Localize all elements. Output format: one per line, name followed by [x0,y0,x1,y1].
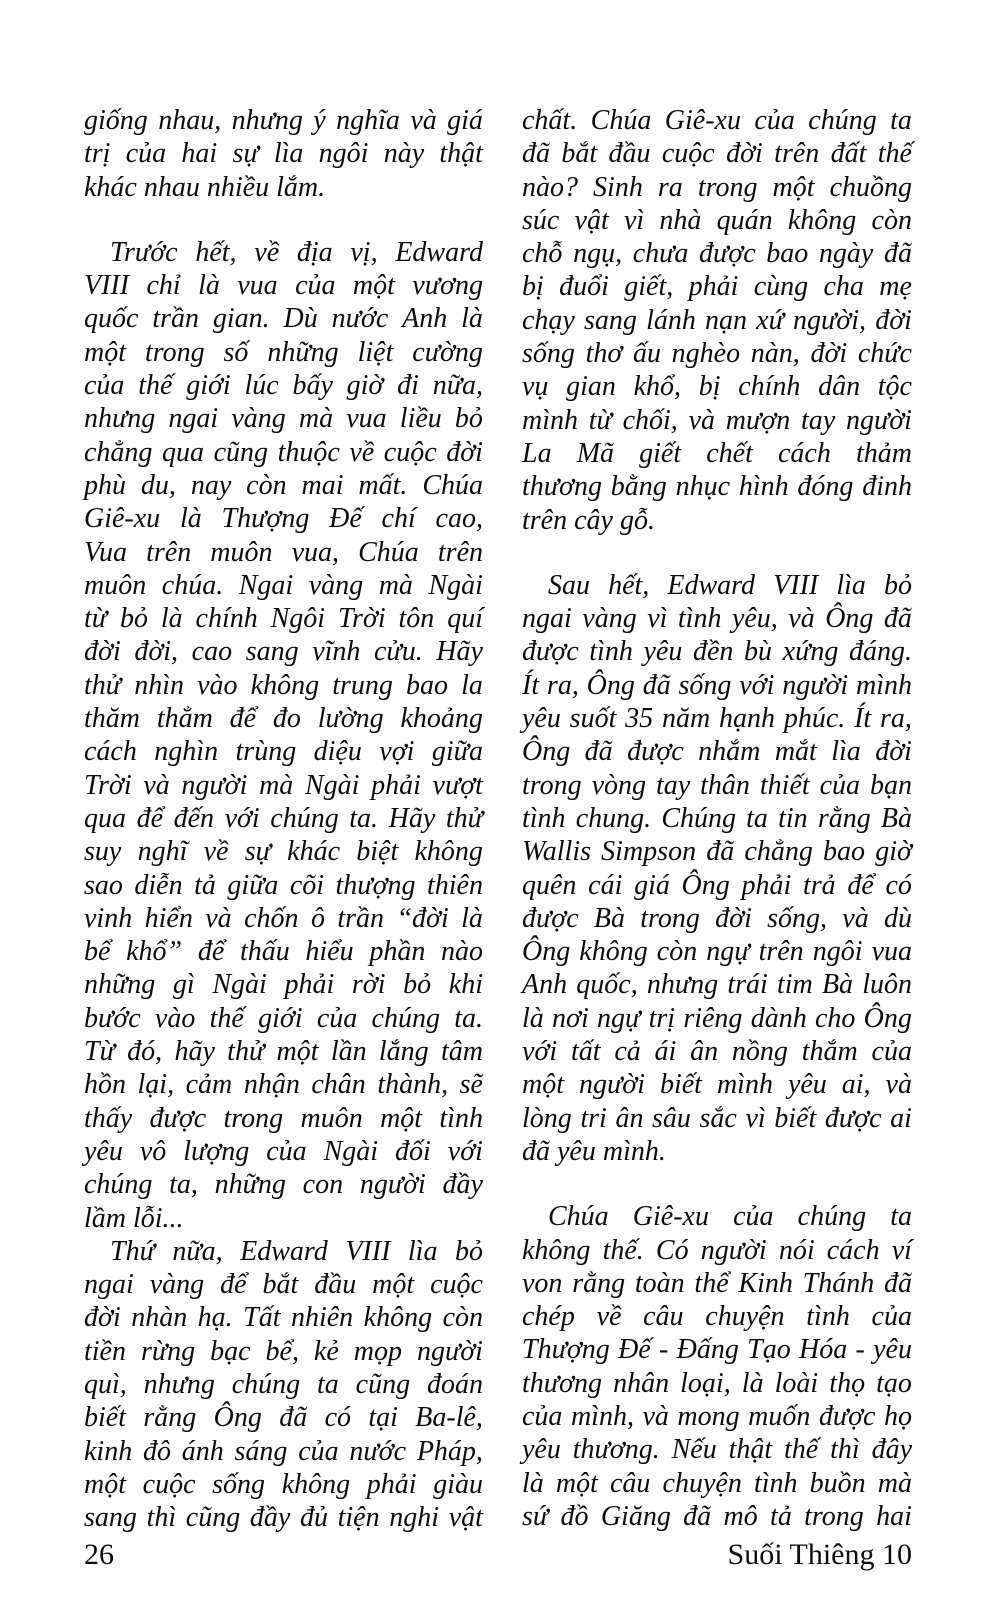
text-line: đời nhàn hạ. Tất nhiên không còn [84,1302,483,1334]
text-line: Ông đã được nhắm mắt lìa đời [522,736,912,768]
text-line: Ít ra, Ông đã sống với người mình [522,669,912,701]
text-line: những gì Ngài phải rời bỏ khi [84,969,483,1001]
text-line: lòng tri ân sâu sắc vì biết được ai [522,1102,912,1134]
publication-title: Suối Thiêng 10 [727,1538,912,1571]
text-line: đời đời, cao sang vĩnh cửu. Hãy [84,636,483,668]
text-line: Vua trên muôn vua, Chúa trên [84,536,483,568]
text-line: Ông không còn ngự trên ngôi vua [522,936,912,968]
page-footer [84,1538,912,1572]
text-line: trên cây gỗ. [522,504,655,536]
text-line: hồn lại, cảm nhận chân thành, sẽ [84,1069,483,1101]
text-line: Thứ nữa, Edward VIII lìa bỏ [110,1235,483,1267]
paragraph [84,104,483,204]
text-line: bước vào thế giới của chúng ta. [84,1002,483,1034]
text-line: quên cái giá Ông phải trả để có [522,869,912,901]
text-line: giống nhau, nhưng ý nghĩa và giá [84,105,483,136]
text-line: sao diễn tả giữa cõi thượng thiên [84,869,483,901]
text-line: Thượng Đế - Đấng Tạo Hóa - yêu [522,1334,912,1366]
text-line: muôn chúa. Ngai vàng mà Ngài [84,569,483,601]
text-line: một người biết mình yêu ai, và [522,1069,912,1101]
text-line: là nơi ngự trị riêng dành cho Ông [522,1002,912,1034]
text-line: trong vòng tay thân thiết của bạn [522,769,912,801]
text-line: thăm thẳm để đo lường khoảng [84,703,483,735]
paragraph [522,569,912,1168]
text-line: của mình, và mong muốn được họ [522,1400,912,1432]
text-line: chất. Chúa Giê-xu của chúng ta [522,105,912,136]
text-line: Wallis Simpson đã chẳng bao giờ [522,836,912,868]
text-line: tiền rừng bạc bể, kẻ mọp người [84,1335,483,1367]
text-line: khác nhau nhiều lắm. [84,171,326,203]
text-line: sống thơ ấu nghèo nàn, đời chức [522,338,912,370]
text-line: bể khổ” để thấu hiểu phần nào [84,936,483,968]
text-line: được tình yêu đền bù xứng đáng. [522,636,912,668]
text-line: vụ gian khổ, bị chính dân tộc [522,371,912,403]
text-line: Sau hết, Edward VIII lìa bỏ [548,569,912,601]
paragraph [522,1200,912,1533]
text-line: vinh hiển và chốn ô trần “đời là [84,902,483,934]
text-line: chỗ ngụ, chưa được bao ngày đã [522,238,912,270]
text-line: thương nhân loại, là loài thọ tạo [522,1367,912,1399]
text-line: sứ đồ Giăng đã mô tả trong hai [522,1500,912,1532]
text-line: La Mã giết chết cách thảm [522,437,912,469]
text-line: yêu vô lượng của Ngài đối với [84,1135,483,1167]
text-line: tình chung. Chúng ta tin rằng Bà [522,802,912,834]
text-line: với tất cả ái ân nồng thắm của [522,1036,912,1068]
text-line: von rằng toàn thể Kinh Thánh đã [522,1267,912,1299]
text-line: được Bà trong đời sống, và dù [522,902,912,934]
right-column [522,104,912,1534]
text-line: một cuộc sống không phải giàu [84,1468,483,1500]
text-line: ngai vàng để bắt đầu một cuộc [84,1269,483,1301]
paragraph [84,236,483,1235]
text-line: Giê-xu là Thượng Đế chí cao, [84,503,483,535]
text-line: qua để đến với chúng ta. Hãy thử [84,802,483,834]
text-line: nào? Sinh ra trong một chuồng [522,171,912,203]
text-line: bị đuổi giết, phải cùng cha mẹ [522,271,912,303]
text-line: thương bằng nhục hình đóng đinh [522,471,912,503]
paragraph [522,104,912,537]
text-line: nhưng ngai vàng mà vua liều bỏ [84,403,483,435]
text-line: phù du, nay còn mai mất. Chúa [84,469,483,501]
text-line: không thế. Có người nói cách ví [522,1234,912,1266]
text-line: đã yêu mình. [522,1135,666,1167]
text-line: kinh đô ánh sáng của nước Pháp, [84,1435,483,1467]
text-line: súc vật vì nhà quán không còn [522,204,912,236]
left-column [84,104,483,1534]
text-line: sang thì cũng đầy đủ tiện nghi vật [84,1502,483,1534]
text-line: quốc trần gian. Dù nước Anh là [84,303,483,335]
text-line: Từ đó, hãy thử một lần lắng tâm [84,1036,483,1068]
text-line: yêu thương. Nếu thật thế thì đây [522,1434,912,1466]
text-line: chép về câu chuyện tình của [522,1301,912,1333]
text-line: VIII chỉ là vua của một vương [84,270,483,302]
text-line: lầm lỗi... [84,1202,184,1234]
text-line: đã bắt đầu cuộc đời trên đất thế [522,138,912,170]
text-line: quì, nhưng chúng ta cũng đoán [84,1368,483,1400]
text-line: cách nghìn trùng diệu vợi giữa [84,736,483,768]
text-line: của thế giới lúc bấy giờ đi nữa, [84,370,483,402]
text-line: ngai vàng vì tình yêu, và Ông đã [522,603,912,635]
text-line: thử nhìn vào không trung bao la [84,669,483,701]
page-number: 26 [84,1538,114,1571]
paragraph [84,1235,483,1535]
text-line: chạy sang lánh nạn xứ người, đời [522,304,912,336]
two-column-text-area [84,104,912,1534]
text-line: Trời và người mà Ngài phải vượt [84,769,483,801]
text-line: Trước hết, về địa vị, Edward [110,236,483,268]
text-line: yêu suốt 35 năm hạnh phúc. Ít ra, [522,703,912,735]
text-line: biết rằng Ông đã có tại Ba-lê, [84,1402,483,1434]
text-line: mình từ chối, và mượn tay người [522,404,912,436]
text-line: là một câu chuyện tình buồn mà [522,1467,912,1499]
text-line: chẳng qua cũng thuộc về cuộc đời [84,436,483,468]
text-line: suy nghĩ về sự khác biệt không [84,836,483,868]
text-line: từ bỏ là chính Ngôi Trời tôn quí [84,603,483,635]
text-line: một trong số những liệt cường [84,336,483,368]
text-line: Anh quốc, nhưng trái tim Bà luôn [522,969,912,1001]
text-line: thấy được trong muôn một tình [84,1102,483,1134]
text-line: Chúa Giê-xu của chúng ta [548,1201,912,1233]
text-line: chúng ta, những con người đầy [84,1169,483,1201]
text-line: trị của hai sự lìa ngôi này thật [84,138,483,170]
